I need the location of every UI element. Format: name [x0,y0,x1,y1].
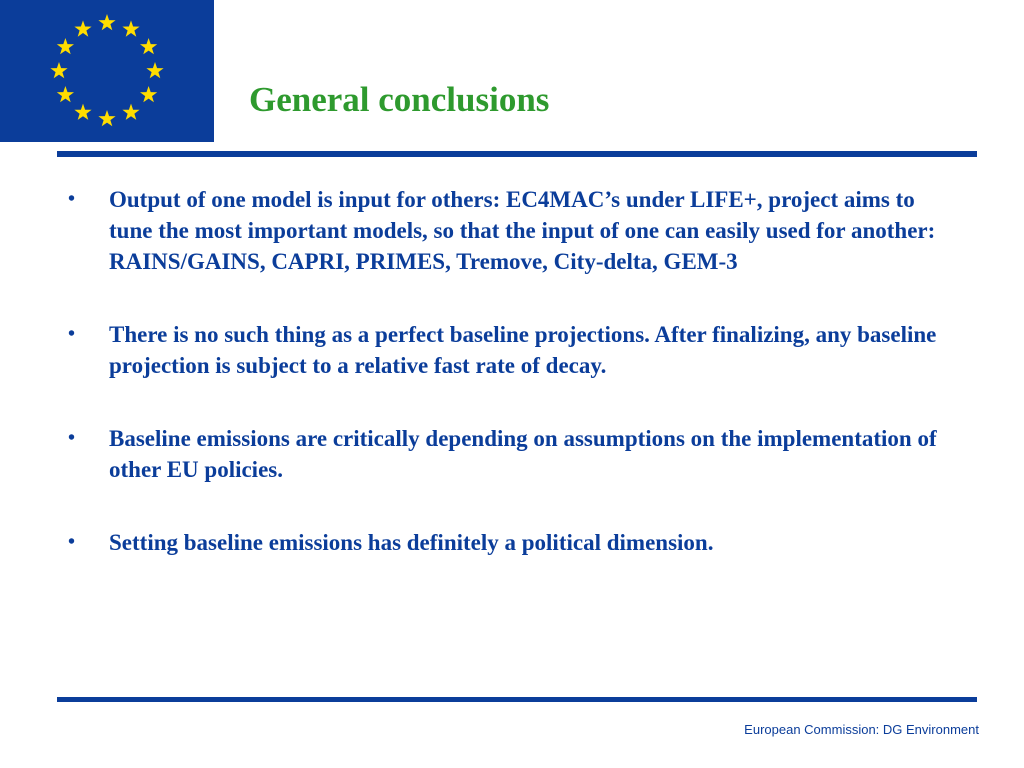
eu-flag-logo [0,0,214,142]
top-divider [57,151,977,157]
bullet-marker: • [68,427,76,449]
star-icon [140,86,157,102]
bullet-marker: • [68,323,76,345]
star-icon [50,62,67,78]
bullet-marker: • [68,531,76,553]
star-icon [74,20,91,36]
bullet-text: Baseline emissions are critically depending on assumptions on the implementation of other EU policies. [109,426,937,482]
bullet-item-4 [68,527,948,558]
star-icon [57,38,74,54]
bullet-text: Output of one model is input for others: EC4MAC’s under LIFE+, project aims to tune the most important models, so that the input of one can easily used for another: RAINS/GAINS, CAPRI, PRIMES, Tremove, City-delta, GEM-3 [109,187,936,274]
bullet-list [68,184,948,600]
bullet-item-1 [68,184,948,277]
star-icon [122,104,139,120]
star-icon [146,62,163,78]
star-icon [98,14,115,30]
bullet-item-3 [68,423,948,485]
footer-text: European Commission: DG Environment [744,722,979,737]
page-title: General conclusions [249,80,550,119]
eu-stars-icon [0,0,214,142]
bullet-text: Setting baseline emissions has definitely a political dimension. [109,530,714,555]
bullet-marker: • [68,188,76,210]
bullet-text: There is no such thing as a perfect baseline projections. After finalizing, any baseline projection is subject to a relative fast rate of decay. [109,322,937,378]
bottom-divider [57,697,977,702]
star-icon [98,110,115,126]
star-icon [122,20,139,36]
star-icon [74,104,91,120]
star-icon [140,38,157,54]
bullet-item-2 [68,319,948,381]
star-icon [57,86,74,102]
